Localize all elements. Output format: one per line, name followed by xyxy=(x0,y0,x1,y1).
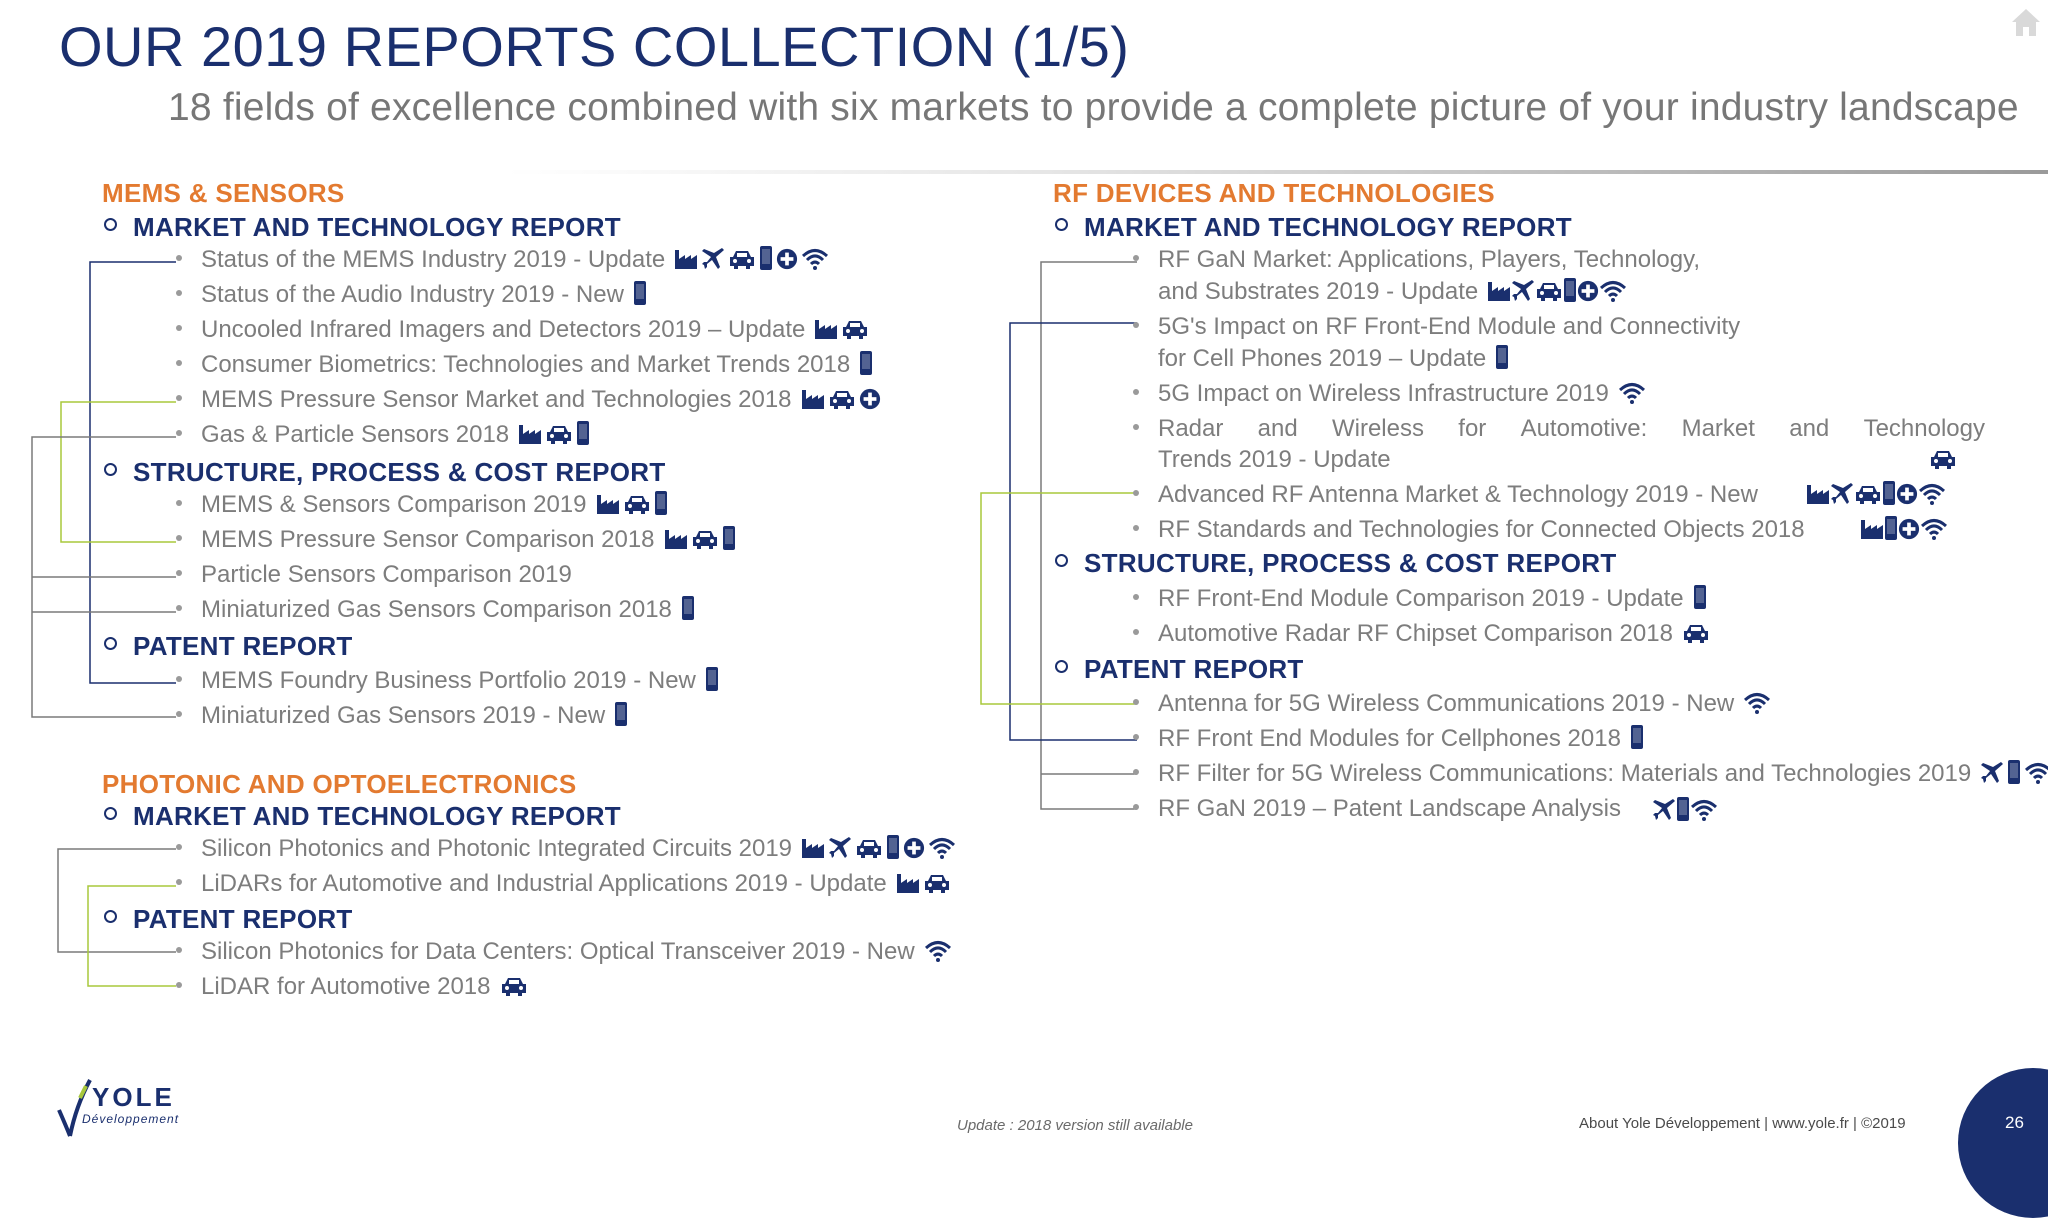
report-item[interactable]: RF Standards and Technologies for Connected Objects 2018 xyxy=(1133,516,1805,544)
bullet-icon xyxy=(176,360,182,366)
automotive-icon xyxy=(1682,622,1710,644)
report-item-justified-line[interactable]: Radar and Wireless for Automotive: Market and Technology xyxy=(1158,415,1985,442)
rf-market-report-heading: MARKET AND TECHNOLOGY REPORT xyxy=(1055,212,1572,243)
bullet-icon xyxy=(1133,525,1139,531)
medical-icon xyxy=(903,837,925,859)
report-item[interactable]: Status of the Audio Industry 2019 - New xyxy=(176,281,650,312)
report-item[interactable]: RF Front End Modules for Cellphones 2018 xyxy=(1133,725,1647,756)
mobile-icon xyxy=(705,667,719,691)
aerospace-icon xyxy=(1511,278,1535,302)
circle-bullet-icon xyxy=(1055,554,1068,567)
logo-subtext: Développement xyxy=(82,1112,180,1126)
bullet-icon xyxy=(1133,629,1139,635)
report-item[interactable]: LiDAR for Automotive 2018 xyxy=(176,973,531,1004)
bullet-icon xyxy=(176,535,182,541)
mobile-icon xyxy=(2007,760,2021,784)
report-item[interactable]: Silicon Photonics and Photonic Integrated Circuits 2019 xyxy=(176,835,959,866)
report-item[interactable]: Antenna for 5G Wireless Communications 2019 - New xyxy=(1133,690,1774,721)
automotive-icon xyxy=(691,528,719,550)
aerospace-icon xyxy=(1980,760,2004,784)
report-item-continuation[interactable]: Trends 2019 - Update xyxy=(1158,446,1391,473)
medical-icon xyxy=(776,248,798,270)
page-number: 26 xyxy=(2005,1113,2024,1132)
bullet-icon xyxy=(1133,255,1139,261)
report-item[interactable]: 5G's Impact on RF Front-End Module and Connectivity xyxy=(1133,313,1740,341)
automotive-icon xyxy=(1535,280,1563,302)
circle-bullet-icon xyxy=(104,463,117,476)
section-photonic-optoelectronics: PHOTONIC AND OPTOELECTRONICS xyxy=(102,769,577,799)
mobile-icon xyxy=(1884,516,1898,540)
mobile-icon xyxy=(886,835,900,859)
telecom-icon xyxy=(1918,483,1946,505)
circle-bullet-icon xyxy=(104,218,117,231)
bullet-icon xyxy=(1133,699,1139,705)
report-item[interactable]: Miniaturized Gas Sensors 2019 - New xyxy=(176,702,631,733)
mems-patent-report-heading: PATENT REPORT xyxy=(104,631,353,662)
industrial-icon xyxy=(1806,483,1830,505)
bullet-icon xyxy=(1133,424,1139,430)
automotive-icon xyxy=(855,837,883,859)
page-subtitle: 18 fields of excellence combined with six markets to provide a complete picture of your industry landscape xyxy=(168,86,2019,129)
bullet-icon xyxy=(1133,769,1139,775)
industrial-icon xyxy=(801,837,825,859)
automotive-icon xyxy=(545,423,573,445)
telecom-icon xyxy=(928,837,956,859)
telecom-icon xyxy=(1618,382,1646,404)
bullet-icon xyxy=(176,676,182,682)
automotive-icon xyxy=(841,318,869,340)
automotive-icon xyxy=(623,493,651,515)
bullet-icon xyxy=(176,395,182,401)
report-item[interactable]: Silicon Photonics for Data Centers: Optical Transceiver 2019 - New xyxy=(176,938,955,969)
report-item-continuation[interactable]: for Cell Phones 2019 – Update xyxy=(1158,345,1509,376)
circle-bullet-icon xyxy=(1055,660,1068,673)
automotive-icon xyxy=(923,872,951,894)
automotive-icon xyxy=(828,388,856,410)
telecom-icon xyxy=(2024,762,2048,784)
report-item[interactable]: MEMS Foundry Business Portfolio 2019 - New xyxy=(176,667,722,698)
page-title: OUR 2019 REPORTS COLLECTION (1/5) xyxy=(59,15,1130,78)
bullet-icon xyxy=(176,879,182,885)
bullet-icon xyxy=(176,290,182,296)
bullet-icon xyxy=(1133,490,1139,496)
automotive-icon xyxy=(728,248,756,270)
medical-icon xyxy=(859,388,881,410)
footer-note: Update : 2018 version still available xyxy=(957,1117,1193,1134)
bullet-icon xyxy=(1133,389,1139,395)
mobile-icon xyxy=(681,596,695,620)
mobile-icon xyxy=(1676,797,1690,821)
medical-icon xyxy=(1896,483,1918,505)
logo-text: YOLE xyxy=(92,1082,175,1112)
telecom-icon xyxy=(1743,692,1771,714)
icon-group xyxy=(1806,481,1946,510)
report-item[interactable]: RF GaN Market: Applications, Players, Technology, xyxy=(1133,246,1700,274)
header-divider xyxy=(505,170,2048,174)
report-item[interactable]: Miniaturized Gas Sensors Comparison 2018 xyxy=(176,596,698,627)
bullet-icon xyxy=(176,325,182,331)
industrial-icon xyxy=(596,493,620,515)
automotive-icon xyxy=(1854,483,1882,505)
bullet-icon xyxy=(176,255,182,261)
industrial-icon xyxy=(896,872,920,894)
report-item[interactable]: RF GaN 2019 – Patent Landscape Analysis xyxy=(1133,795,1621,823)
report-item[interactable]: MEMS & Sensors Comparison 2019 xyxy=(176,491,671,522)
icon-group xyxy=(1652,797,1718,826)
yole-logo[interactable] xyxy=(56,1076,196,1140)
industrial-icon xyxy=(674,248,698,270)
bullet-icon xyxy=(1133,734,1139,740)
report-item[interactable]: MEMS Pressure Sensor Market and Technologies 2018 xyxy=(176,386,884,417)
telecom-icon xyxy=(1920,518,1948,540)
industrial-icon xyxy=(518,423,542,445)
bullet-icon xyxy=(1133,322,1139,328)
report-item[interactable]: Automotive Radar RF Chipset Comparison 2018 xyxy=(1133,620,1713,651)
bullet-icon xyxy=(1133,594,1139,600)
report-item[interactable]: RF Front-End Module Comparison 2019 - Update xyxy=(1133,585,1710,616)
report-item[interactable]: Status of the MEMS Industry 2019 - Update xyxy=(176,246,832,277)
aerospace-icon xyxy=(828,835,852,859)
industrial-icon xyxy=(801,388,825,410)
aerospace-icon xyxy=(1652,797,1676,821)
telecom-icon xyxy=(1599,280,1627,302)
report-item[interactable]: Consumer Biometrics: Technologies and Market Trends 2018 xyxy=(176,351,876,382)
rf-patent-report-heading: PATENT REPORT xyxy=(1055,654,1304,685)
medical-icon xyxy=(1898,518,1920,540)
circle-bullet-icon xyxy=(104,637,117,650)
report-item[interactable]: Advanced RF Antenna Market & Technology 2019 - New xyxy=(1133,481,1758,509)
bullet-icon xyxy=(176,947,182,953)
report-item[interactable]: Particle Sensors Comparison 2019 xyxy=(176,561,572,589)
mobile-icon xyxy=(1882,481,1896,505)
industrial-icon xyxy=(1860,518,1884,540)
mobile-icon xyxy=(759,246,773,270)
bullet-icon xyxy=(1133,804,1139,810)
bullet-icon xyxy=(176,500,182,506)
aerospace-icon xyxy=(701,246,725,270)
mobile-icon xyxy=(654,491,668,515)
industrial-icon xyxy=(814,318,838,340)
circle-bullet-icon xyxy=(104,910,117,923)
industrial-icon xyxy=(664,528,688,550)
telecom-icon xyxy=(924,940,952,962)
report-item[interactable]: RF Filter for 5G Wireless Communications: Materials and Technologies 2019 xyxy=(1133,760,2048,791)
report-item-continuation[interactable]: and Substrates 2019 - Update xyxy=(1158,278,1627,309)
mems-structure-report-heading: STRUCTURE, PROCESS & COST REPORT xyxy=(104,457,666,488)
section-rf-devices: RF DEVICES AND TECHNOLOGIES xyxy=(1053,178,1495,208)
report-item[interactable]: 5G Impact on Wireless Infrastructure 2019 xyxy=(1133,380,1649,411)
bullet-icon xyxy=(176,982,182,988)
report-item[interactable]: MEMS Pressure Sensor Comparison 2018 xyxy=(176,526,739,557)
bullet-icon xyxy=(176,430,182,436)
report-item[interactable]: Gas & Particle Sensors 2018 xyxy=(176,421,593,452)
circle-bullet-icon xyxy=(1055,218,1068,231)
mems-market-report-heading: MARKET AND TECHNOLOGY REPORT xyxy=(104,212,621,243)
industrial-icon xyxy=(1487,280,1511,302)
report-item[interactable] xyxy=(1133,415,1158,443)
mobile-icon xyxy=(1630,725,1644,749)
mobile-icon xyxy=(859,351,873,375)
rf-structure-report-heading: STRUCTURE, PROCESS & COST REPORT xyxy=(1055,548,1617,579)
photonic-patent-report-heading: PATENT REPORT xyxy=(104,904,353,935)
medical-icon xyxy=(1577,280,1599,302)
photonic-market-report-heading: MARKET AND TECHNOLOGY REPORT xyxy=(104,801,621,832)
mobile-icon xyxy=(1563,278,1577,302)
bullet-icon xyxy=(176,605,182,611)
mobile-icon xyxy=(1693,585,1707,609)
mobile-icon xyxy=(614,702,628,726)
mobile-icon xyxy=(633,281,647,305)
telecom-icon xyxy=(1690,799,1718,821)
telecom-icon xyxy=(801,248,829,270)
circle-bullet-icon xyxy=(104,807,117,820)
report-item[interactable]: Uncooled Infrared Imagers and Detectors 2019 – Update xyxy=(176,316,872,347)
icon-group xyxy=(1860,516,1948,545)
section-mems-sensors: MEMS & SENSORS xyxy=(102,178,345,208)
bullet-icon xyxy=(176,570,182,576)
home-icon[interactable] xyxy=(2008,4,2044,40)
bullet-icon xyxy=(176,844,182,850)
footer-about-link[interactable]: About Yole Développement | www.yole.fr | ©2019 xyxy=(1579,1115,1906,1132)
report-item[interactable]: LiDARs for Automotive and Industrial Applications 2019 - Update xyxy=(176,870,954,901)
aerospace-icon xyxy=(1830,481,1854,505)
bullet-icon xyxy=(176,711,182,717)
automotive-icon xyxy=(1929,448,1957,470)
automotive-icon xyxy=(500,975,528,997)
mobile-icon xyxy=(1495,345,1509,369)
mobile-icon xyxy=(576,421,590,445)
mobile-icon xyxy=(722,526,736,550)
